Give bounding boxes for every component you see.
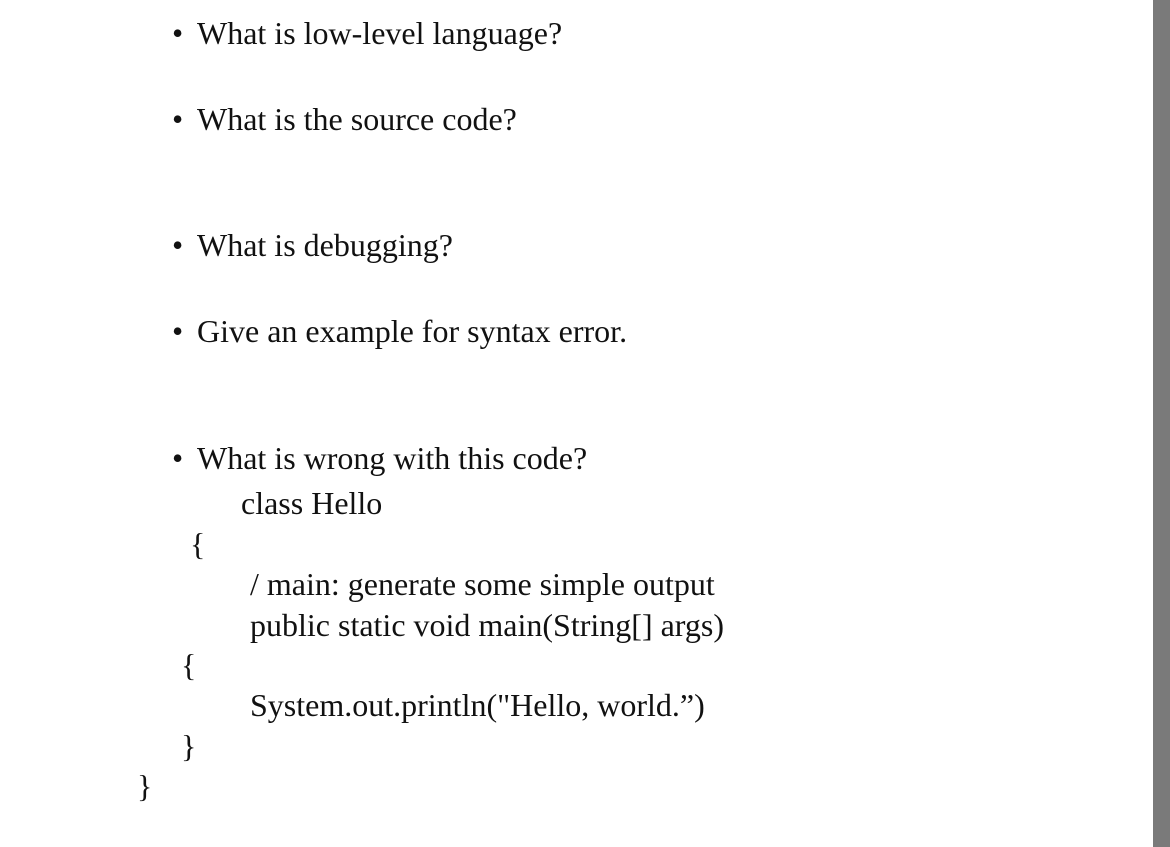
bullet-icon: • [172,313,184,349]
question-text: Give an example for syntax error. [197,313,628,349]
code-line: class Hello [241,485,383,521]
window-edge [1153,0,1170,847]
question-item [172,17,562,49]
question-item [172,103,517,135]
bullet-icon: • [172,440,184,476]
bullet-icon: • [172,15,184,51]
bullet-icon: • [172,101,184,137]
question-item [172,229,453,261]
code-line: / main: generate some simple output [250,566,715,602]
question-text: What is wrong with this code? [197,440,588,476]
code-line: } [181,728,197,764]
code-line: { [190,526,206,562]
question-text: What is debugging? [197,227,453,263]
code-line: public static void main(String[] args) [250,607,724,643]
code-line: System.out.println("Hello, world.”) [250,687,705,723]
question-text: What is the source code? [197,101,517,137]
question-text: What is low-level language? [197,15,563,51]
code-line: { [181,647,197,683]
bullet-icon: • [172,227,184,263]
question-item [172,315,627,347]
code-line: } [137,768,153,804]
question-item [172,442,587,474]
